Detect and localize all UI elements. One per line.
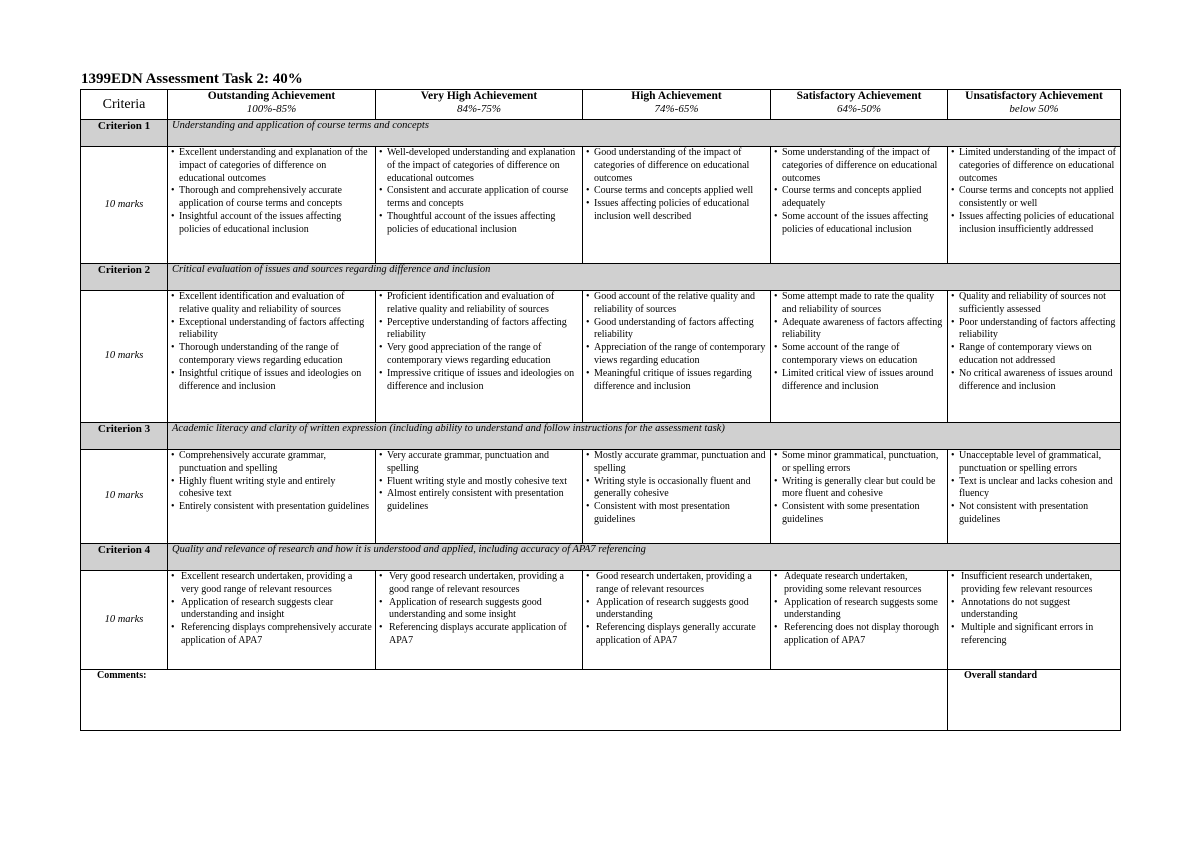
- descriptor-item: • Good understanding of the impact of categories of difference on educational outcomes: [586, 147, 767, 185]
- descriptor-list: [171, 450, 372, 514]
- descriptor-list: [951, 450, 1117, 527]
- descriptor-list: [379, 571, 579, 648]
- criterion-row: [81, 120, 1121, 147]
- descriptor-list: [774, 147, 944, 237]
- descriptor-item: • Thorough understanding of the range of contemporary views regarding education: [171, 342, 372, 368]
- descriptor-cell: [583, 147, 771, 264]
- descriptor-item: • Comprehensively accurate grammar, punctuation and spelling: [171, 450, 372, 476]
- comments-cell[interactable]: [81, 670, 948, 731]
- criterion-label: Criterion 3: [81, 423, 168, 450]
- level-range: 74%-65%: [654, 103, 699, 115]
- descriptor-cell: [771, 571, 948, 670]
- descriptor-item: • Quality and reliability of sources not sufficiently assessed: [951, 291, 1117, 317]
- descriptor-item: • Highly fluent writing style and entirely cohesive text: [171, 476, 372, 502]
- descriptor-item: • Consistent and accurate application of course terms and concepts: [379, 185, 579, 211]
- descriptor-list: [379, 450, 579, 514]
- criterion-row: [81, 423, 1121, 450]
- criterion-label: Criterion 4: [81, 544, 168, 571]
- descriptor-item: • Very accurate grammar, punctuation and spelling: [379, 450, 579, 476]
- criterion-marks-row: [81, 571, 1121, 670]
- criterion-label: Criterion 2: [81, 264, 168, 291]
- criterion-description: Critical evaluation of issues and sources regarding difference and inclusion: [168, 264, 1121, 291]
- descriptor-item: • Multiple and significant errors in referencing: [951, 622, 1117, 648]
- descriptor-cell: [948, 450, 1121, 544]
- descriptor-item: • Consistent with some presentation guidelines: [774, 501, 944, 527]
- descriptor-item: • Thorough and comprehensively accurate application of course terms and concepts: [171, 185, 372, 211]
- descriptor-item: • Issues affecting policies of educational inclusion well described: [586, 198, 767, 224]
- comments-row: [81, 670, 1121, 731]
- level-name: High Achievement: [631, 90, 722, 102]
- criterion-marks-row: [81, 450, 1121, 544]
- descriptor-cell: [376, 571, 583, 670]
- descriptor-list: [774, 450, 944, 527]
- descriptor-item: • Good understanding of factors affecting reliability: [586, 317, 767, 343]
- descriptor-item: • Proficient identification and evaluation of relative quality and reliability of sources: [379, 291, 579, 317]
- descriptor-cell: [771, 291, 948, 423]
- descriptor-item: • Very good appreciation of the range of contemporary views regarding education: [379, 342, 579, 368]
- descriptor-list: [171, 571, 372, 648]
- descriptor-list: [951, 571, 1117, 648]
- descriptor-item: • Application of research suggests clear understanding and insight: [171, 597, 372, 623]
- descriptor-list: [379, 291, 579, 393]
- descriptor-list: [774, 571, 944, 648]
- descriptor-item: • Fluent writing style and mostly cohesive text: [379, 476, 579, 489]
- descriptor-item: • Some account of the issues affecting policies of educational inclusion: [774, 211, 944, 237]
- overall-standard-label: Overall standard: [964, 670, 1038, 681]
- descriptor-cell: [168, 291, 376, 423]
- descriptor-item: • Thoughtful account of the issues affecting policies of educational inclusion: [379, 211, 579, 237]
- descriptor-item: • Referencing displays generally accurate application of APA7: [586, 622, 767, 648]
- descriptor-cell: [948, 147, 1121, 264]
- descriptor-cell: [771, 147, 948, 264]
- descriptor-item: • Excellent research undertaken, providing a very good range of relevant resources: [171, 571, 372, 597]
- descriptor-item: • Issues affecting policies of educational inclusion insufficiently addressed: [951, 211, 1117, 237]
- criteria-header: Criteria: [81, 90, 168, 120]
- descriptor-list: [586, 450, 767, 527]
- criterion-description: Understanding and application of course terms and concepts: [168, 120, 1121, 147]
- descriptor-list: [951, 291, 1117, 393]
- level-name: Outstanding Achievement: [207, 90, 336, 102]
- descriptor-item: • Application of research suggests some understanding: [774, 597, 944, 623]
- descriptor-item: • Insightful critique of issues and ideologies on difference and inclusion: [171, 368, 372, 394]
- descriptor-item: • Adequate awareness of factors affecting reliability: [774, 317, 944, 343]
- marks-cell: 10 marks: [81, 291, 168, 423]
- descriptor-cell: [948, 291, 1121, 423]
- descriptor-item: • Referencing displays comprehensively accurate application of APA7: [171, 622, 372, 648]
- descriptor-item: • Insufficient research undertaken, providing few relevant resources: [951, 571, 1117, 597]
- level-header: [948, 90, 1121, 120]
- descriptor-item: • No critical awareness of issues around difference and inclusion: [951, 368, 1117, 394]
- descriptor-item: • Referencing displays accurate application of APA7: [379, 622, 579, 648]
- criterion-row: [81, 544, 1121, 571]
- descriptor-list: [586, 147, 767, 224]
- descriptor-item: • Well-developed understanding and explanation of the impact of categories of difference on educational outcomes: [379, 147, 579, 185]
- descriptor-list: [586, 291, 767, 393]
- descriptor-item: • Writing is generally clear but could be more fluent and cohesive: [774, 476, 944, 502]
- descriptor-item: • Impressive critique of issues and ideologies on difference and inclusion: [379, 368, 579, 394]
- descriptor-item: • Course terms and concepts applied well: [586, 185, 767, 198]
- descriptor-item: • Writing style is occasionally fluent and generally cohesive: [586, 476, 767, 502]
- descriptor-cell: [168, 147, 376, 264]
- descriptor-list: [379, 147, 579, 237]
- descriptor-item: • Unacceptable level of grammatical, punctuation or spelling errors: [951, 450, 1117, 476]
- marks-cell: 10 marks: [81, 147, 168, 264]
- descriptor-item: • Some minor grammatical, punctuation, or spelling errors: [774, 450, 944, 476]
- marks-cell: 10 marks: [81, 571, 168, 670]
- level-range: 84%-75%: [457, 103, 501, 115]
- comments-label: Comments:: [97, 670, 147, 681]
- descriptor-cell: [376, 147, 583, 264]
- descriptor-item: • Good account of the relative quality and reliability of sources: [586, 291, 767, 317]
- descriptor-item: • Perceptive understanding of factors affecting reliability: [379, 317, 579, 343]
- descriptor-item: • Application of research suggests good understanding and some insight: [379, 597, 579, 623]
- criterion-row: [81, 264, 1121, 291]
- descriptor-cell: [583, 450, 771, 544]
- level-header: [376, 90, 583, 120]
- descriptor-item: • Consistent with most presentation guidelines: [586, 501, 767, 527]
- level-name: Satisfactory Achievement: [796, 90, 922, 102]
- criterion-marks-row: [81, 147, 1121, 264]
- level-name: Unsatisfactory Achievement: [965, 90, 1103, 102]
- level-range: 100%-85%: [246, 103, 297, 115]
- criterion-label: Criterion 1: [81, 120, 168, 147]
- descriptor-item: • Range of contemporary views on education not addressed: [951, 342, 1117, 368]
- descriptor-item: • Very good research undertaken, providing a good range of relevant resources: [379, 571, 579, 597]
- descriptor-cell: [168, 571, 376, 670]
- descriptor-item: • Limited understanding of the impact of categories of difference on educational outcomes: [951, 147, 1117, 185]
- descriptor-list: [171, 147, 372, 237]
- rubric-table: [80, 89, 1121, 731]
- descriptor-item: • Good research undertaken, providing a range of relevant resources: [586, 571, 767, 597]
- overall-standard-cell[interactable]: [948, 670, 1121, 731]
- descriptor-item: • Course terms and concepts applied adequately: [774, 185, 944, 211]
- descriptor-item: • Text is unclear and lacks cohesion and fluency: [951, 476, 1117, 502]
- criterion-description: Quality and relevance of research and how it is understood and applied, including accuracy of APA7 referencing: [168, 544, 1121, 571]
- descriptor-item: • Adequate research undertaken, providing some relevant resources: [774, 571, 944, 597]
- level-range: below 50%: [1009, 103, 1059, 115]
- descriptor-cell: [583, 291, 771, 423]
- descriptor-list: [586, 571, 767, 648]
- descriptor-item: • Appreciation of the range of contemporary views regarding education: [586, 342, 767, 368]
- descriptor-item: • Application of research suggests good understanding: [586, 597, 767, 623]
- descriptor-item: • Excellent understanding and explanation of the impact of categories of difference on educational outcomes: [171, 147, 372, 185]
- descriptor-item: • Some understanding of the impact of categories of difference on educational outcomes: [774, 147, 944, 185]
- descriptor-list: [951, 147, 1117, 237]
- level-header: [771, 90, 948, 120]
- descriptor-cell: [583, 571, 771, 670]
- descriptor-item: • Annotations do not suggest understanding: [951, 597, 1117, 623]
- descriptor-list: [171, 291, 372, 393]
- header-row: [81, 90, 1121, 120]
- level-range: 64%-50%: [837, 103, 881, 115]
- descriptor-list: [774, 291, 944, 393]
- descriptor-item: • Excellent identification and evaluation of relative quality and reliability of sources: [171, 291, 372, 317]
- level-name: Very High Achievement: [420, 90, 538, 102]
- level-header: [168, 90, 376, 120]
- descriptor-item: • Almost entirely consistent with presentation guidelines: [379, 488, 579, 514]
- descriptor-item: • Exceptional understanding of factors affecting reliability: [171, 317, 372, 343]
- descriptor-cell: [168, 450, 376, 544]
- criterion-marks-row: [81, 291, 1121, 423]
- marks-cell: 10 marks: [81, 450, 168, 544]
- descriptor-item: • Insightful account of the issues affecting policies of educational inclusion: [171, 211, 372, 237]
- descriptor-item: • Mostly accurate grammar, punctuation and spelling: [586, 450, 767, 476]
- descriptor-item: • Meaningful critique of issues regarding difference and inclusion: [586, 368, 767, 394]
- descriptor-item: • Limited critical view of issues around difference and inclusion: [774, 368, 944, 394]
- level-header: [583, 90, 771, 120]
- descriptor-cell: [948, 571, 1121, 670]
- descriptor-cell: [376, 450, 583, 544]
- descriptor-item: • Some attempt made to rate the quality and reliability of sources: [774, 291, 944, 317]
- descriptor-cell: [771, 450, 948, 544]
- descriptor-item: • Course terms and concepts not applied consistently or well: [951, 185, 1117, 211]
- descriptor-item: • Poor understanding of factors affecting reliability: [951, 317, 1117, 343]
- descriptor-item: • Entirely consistent with presentation guidelines: [171, 501, 372, 514]
- descriptor-item: • Referencing does not display thorough application of APA7: [774, 622, 944, 648]
- descriptor-item: • Some account of the range of contemporary views on education: [774, 342, 944, 368]
- descriptor-item: • Not consistent with presentation guidelines: [951, 501, 1117, 527]
- page-title: 1399EDN Assessment Task 2: 40%: [81, 71, 303, 87]
- criterion-description: Academic literacy and clarity of written expression (including ability to understand and follow instructions for the assessment task): [168, 423, 1121, 450]
- descriptor-cell: [376, 291, 583, 423]
